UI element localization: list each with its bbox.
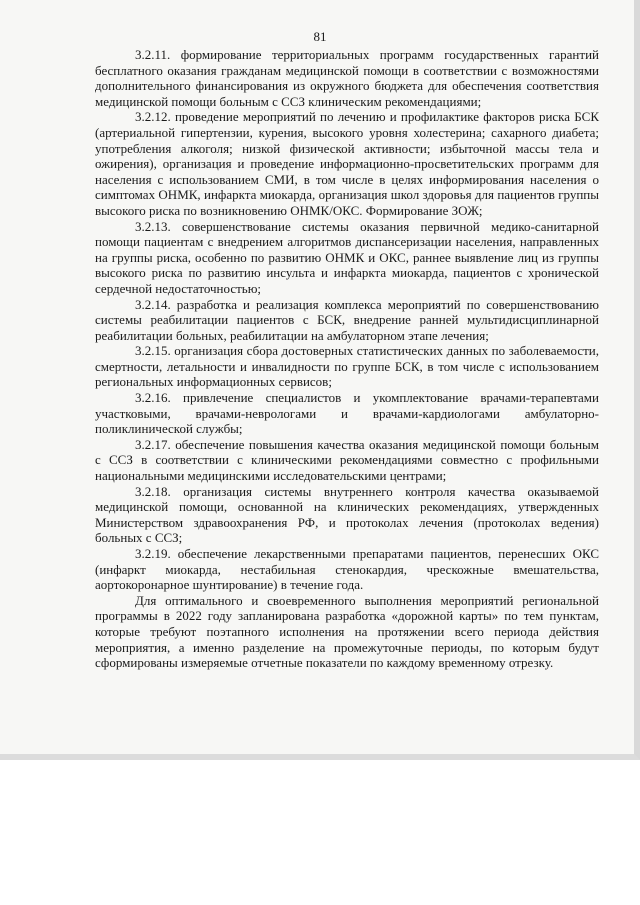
paragraph-3-2-11: 3.2.11. формирование территориальных программ государственных гарантий бесплатного оказания гражданам медицинской помощи в соответствии с возможностями дополнительного финансирования из окружного бюджета для обеспечения соответствия медицинской помощи больным с ССЗ клиническим рекомендациями; <box>95 47 599 109</box>
paragraph-roadmap: Для оптимального и своевременного выполнения мероприятий региональной программы в 2022 году запланирована разработка «дорожной карты» по тем пунктам, которые требуют поэтапного исполнения на протяжении всего периода действия мероприятия, а именно разделение на промежуточные периоды, по которым будут сформированы измеряемые отчетные показатели по каждому временному отрезку. <box>95 592 599 671</box>
paragraph-3-2-19: 3.2.19. обеспечение лекарственными препаратами пациентов, перенесших ОКС (инфаркт миокарда, нестабильная стенокардия, чрескожные вмешательства, аортокоронарное шунтирование) в течение года. <box>95 546 599 593</box>
paragraph-3-2-16: 3.2.16. привлечение специалистов и укомплектование врачами-терапевтами участковыми, врачами-неврологами и врачами-кардиологами амбулаторно-поликлинической службы; <box>95 390 599 437</box>
paragraph-3-2-17: 3.2.17. обеспечение повышения качества оказания медицинской помощи больным с ССЗ в соответствии с клиническими рекомендациями совместно с профильными национальными медицинскими исследовательскими центрами; <box>95 436 599 484</box>
paragraph-3-2-15: 3.2.15. организация сбора достоверных статистических данных по заболеваемости, смертности, летальности и инвалидности по группе БСК, в том числе с использованием региональных информационных сервисов; <box>95 343 599 390</box>
paragraph-3-2-12: 3.2.12. проведение мероприятий по лечению и профилактике факторов риска БСК (артериальной гипертензии, курения, высокого уровня холестерина; сахарного диабета; употребления алкоголя; низкой физической активности; избыточной массы тела и ожирения), организация и проведение информационно-просветительских программ для населения с использованием СМИ, в том числе в целях информирования населения о симптомах ОНМК, инфаркта миокарда, организация школ здоровья для пациентов группы высокого риска по возникновению ОНМК/ОКС. Формирование ЗОЖ; <box>95 109 599 218</box>
document-body <box>95 47 599 671</box>
paragraph-3-2-13: 3.2.13. совершенствование системы оказания первичной медико-санитарной помощи пациентам с внедрением алгоритмов диспансеризации населения, направленных на группы риска, особенно по развитию ОНМК и ОКС, раннее выявление лиц из группы высокого риска по развитию инсульта и инфаркта миокарда, пациентов с хронической сердечной недостаточностью; <box>95 218 599 296</box>
page-number: 81 <box>313 29 327 44</box>
paragraph-3-2-18: 3.2.18. организация системы внутреннего контроля качества оказываемой медицинской помощи, основанной на клинических рекомендациях, утвержденных Министерством здравоохранения РФ, и протоколах лечения (протоколах ведения) больных с ССЗ; <box>95 483 599 546</box>
paragraph-3-2-14: 3.2.14. разработка и реализация комплекса мероприятий по совершенствованию системы реабилитации пациентов с БСК, внедрение ранней мультидисциплинарной реабилитации больных, реабилитации на амбулаторном этапе лечения; <box>95 296 599 343</box>
